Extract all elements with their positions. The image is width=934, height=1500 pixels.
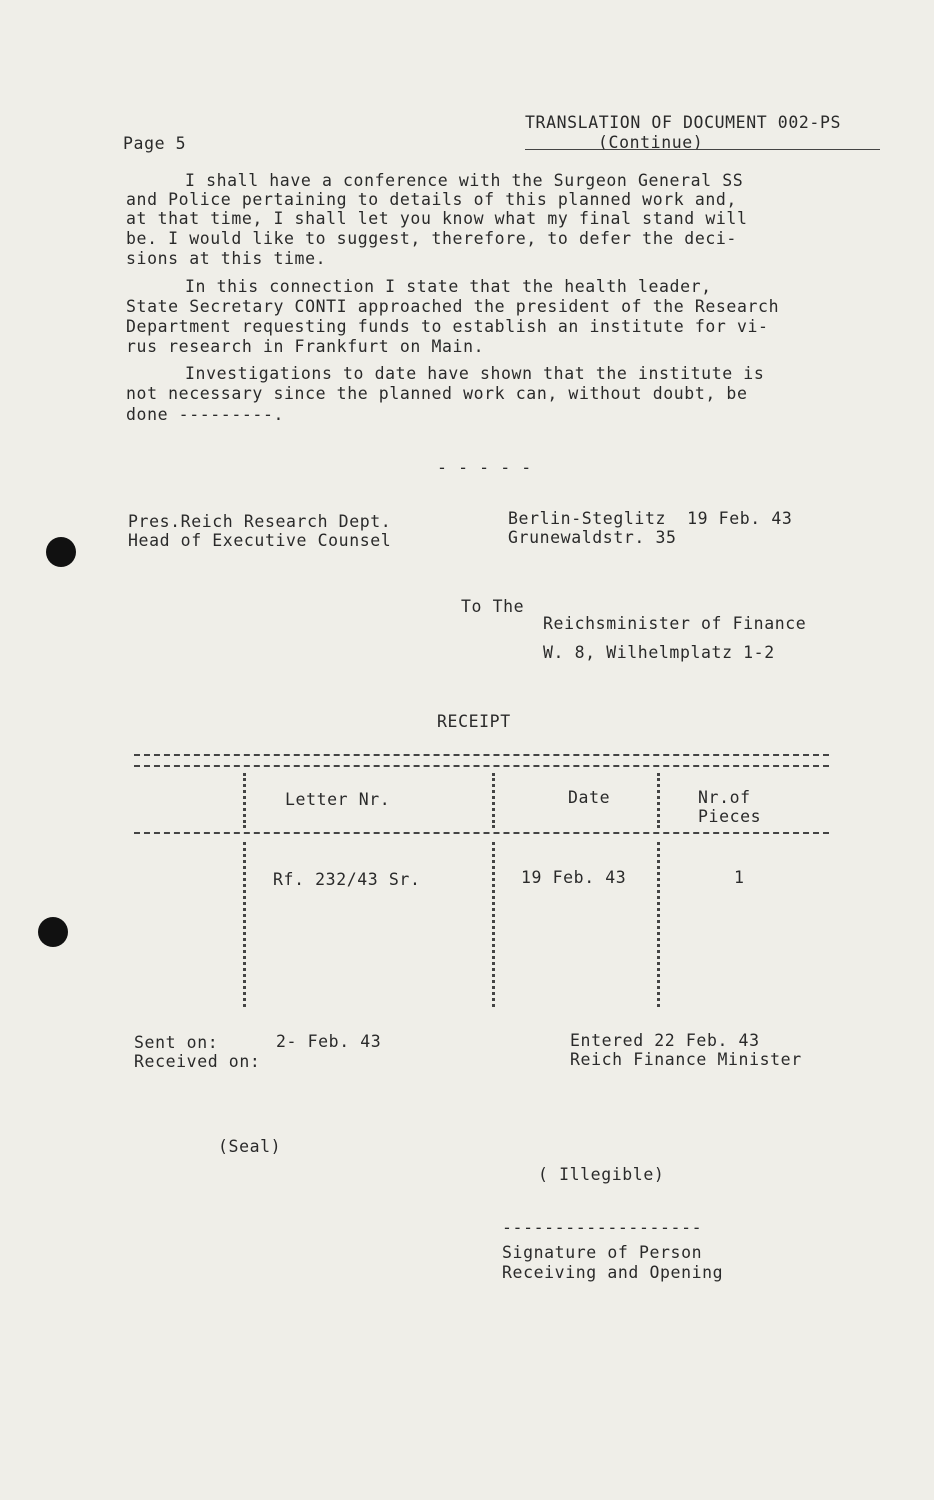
sender-place-date: Berlin-Steglitz 19 Feb. 43 [508,509,793,528]
para1-line: sions at this time. [126,249,327,268]
addressee-name: Reichsminister of Finance [543,614,807,633]
column-header-letter-nr: Letter Nr. [285,790,391,809]
para2-line: Department requesting funds to establish an institute for vi- [126,317,769,336]
table-header-rule [134,832,829,834]
cell-letter-nr: Rf. 232/43 Sr. [273,870,421,889]
entered-date: Entered 22 Feb. 43 [570,1031,760,1050]
para1-line: at that time, I shall let you know what my final stand will [126,209,748,228]
column-header-pieces-2: Pieces [698,807,762,826]
signature-caption-1: Signature of Person [502,1243,703,1262]
column-header-date: Date [568,788,611,807]
sent-on-label: Sent on: [134,1033,219,1052]
table-top-rule-2 [134,765,829,767]
para2-line: State Secretary CONTI approached the president of the Research [126,297,780,316]
translation-title: TRANSLATION OF DOCUMENT 002-PS [525,113,842,132]
para2-line: In this connection I state that the health leader, [185,277,712,296]
sender-line-1: Pres.Reich Research Dept. [128,512,392,531]
section-separator: - - - - - [437,458,532,477]
signature-caption-2: Receiving and Opening [502,1263,724,1282]
title-underline [525,149,880,150]
column-divider [243,773,246,828]
para3-line: done ---------. [126,405,285,424]
translation-continued: (Continue) [598,133,704,152]
entered-by: Reich Finance Minister [570,1050,802,1069]
seal: (Seal) [218,1137,282,1156]
punch-hole-top [46,537,76,567]
addressee-to: To The [461,597,525,616]
page-number: Page 5 [123,134,187,153]
cell-pieces: 1 [734,868,745,887]
illegible-signature: ( Illegible) [538,1165,665,1184]
receipt-title: RECEIPT [437,712,511,731]
table-top-rule-1 [134,754,829,756]
cell-date: 19 Feb. 43 [521,868,627,887]
sender-line-2: Head of Executive Counsel [128,531,392,550]
addressee-address: W. 8, Wilhelmplatz 1-2 [543,643,775,662]
para1-line: I shall have a conference with the Surgeon General SS [185,171,744,190]
para3-line: not necessary since the planned work can, without doubt, be [126,384,748,403]
column-divider [243,842,246,1007]
sent-on-date: 2- Feb. 43 [276,1032,382,1051]
column-divider [492,773,495,828]
signature-line: ------------------- [502,1218,703,1237]
punch-hole-bottom [38,917,68,947]
column-divider [657,842,660,1007]
received-on-label: Received on: [134,1052,261,1071]
para3-line: Investigations to date have shown that the institute is [185,364,765,383]
para1-line: be. I would like to suggest, therefore, to defer the deci- [126,229,737,248]
sender-street: Grunewaldstr. 35 [508,528,677,547]
column-divider [657,773,660,828]
column-divider [492,842,495,1007]
para1-line: and Police pertaining to details of this planned work and, [126,190,737,209]
column-header-pieces: Nr.of [698,788,751,807]
para2-line: rus research in Frankfurt on Main. [126,337,485,356]
